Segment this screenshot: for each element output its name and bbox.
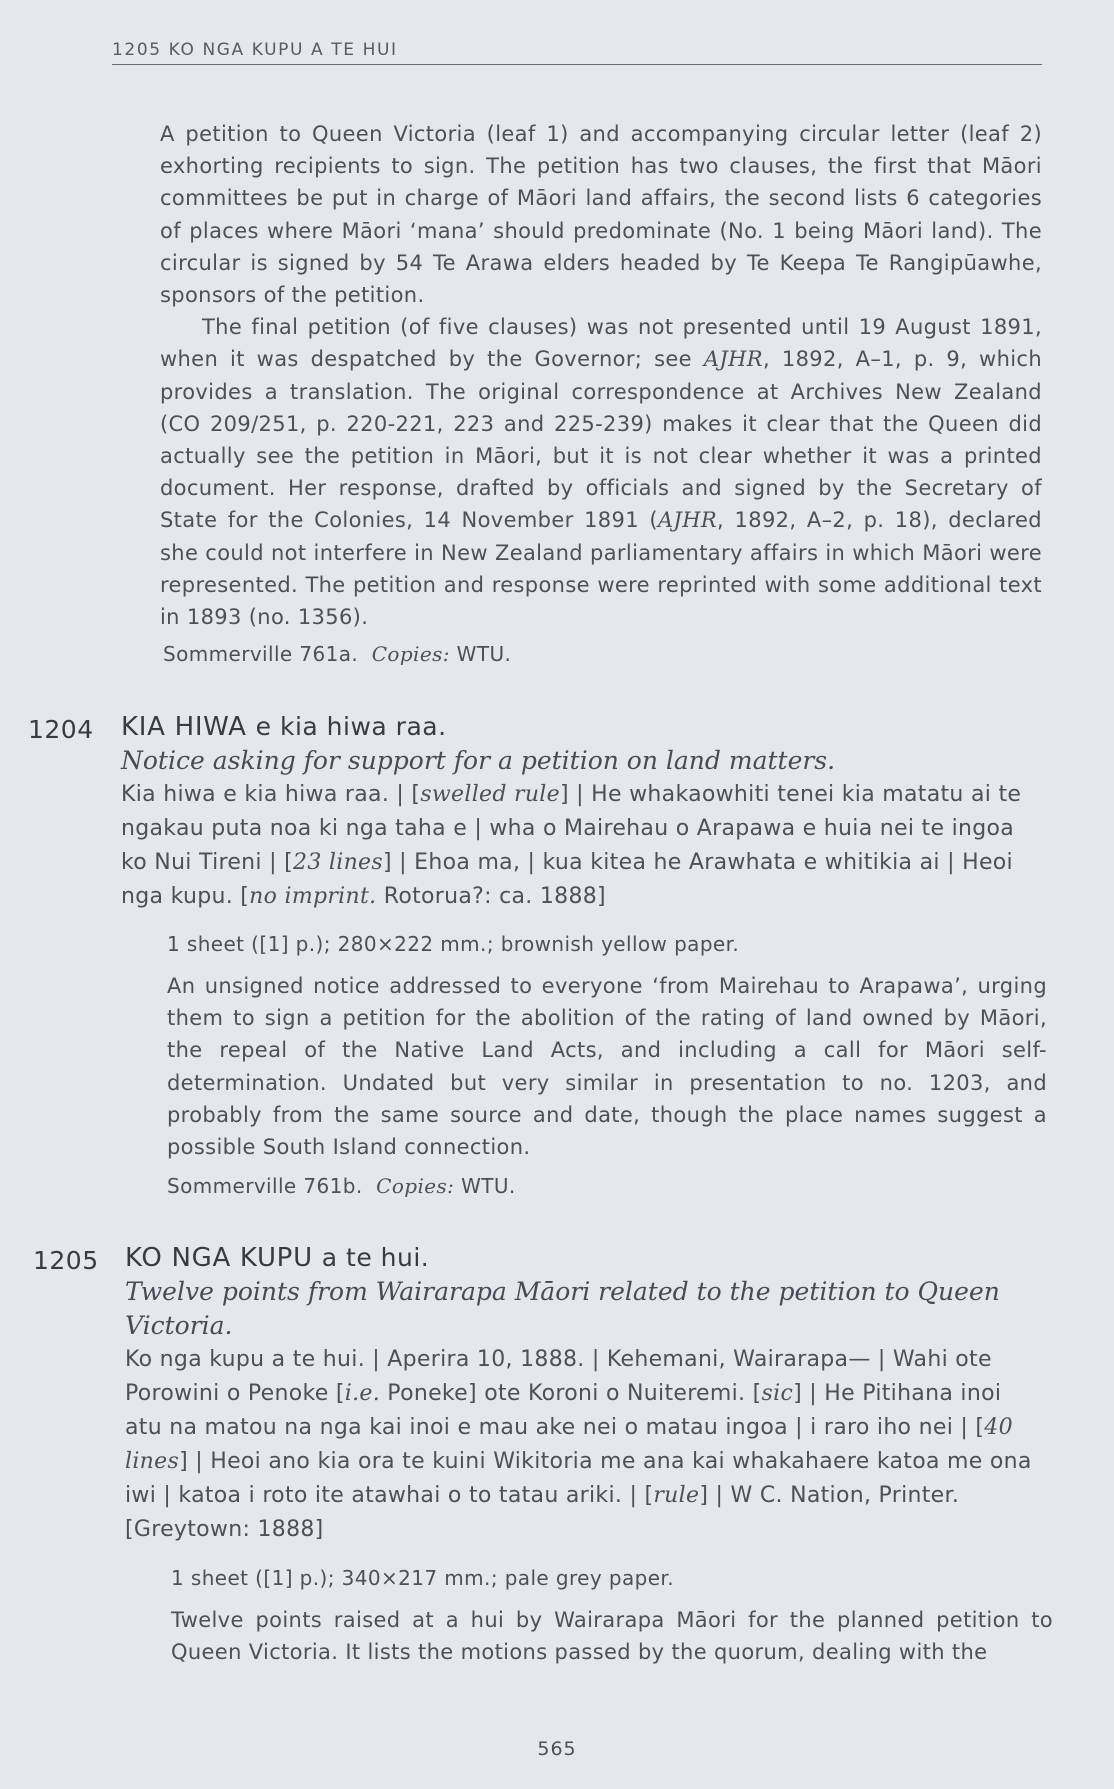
page-number: 565 — [537, 1738, 577, 1760]
entry-1205 — [125, 1243, 1045, 1547]
entry-note: Twelve points raised at a hui by Wairarapa Māori for the planned petition to Queen Victoria. It lists the motions passed by the quorum, dealing with the — [171, 1608, 1053, 1665]
entry-note: An unsigned notice addressed to everyone ‘from Mairehau to Arapawa’, urging them to sign a petition for the abolition of the rating of land owned by Māori, the repeal of the Native Land Acts, and including a call for Māori self-determination. Undated but very similar in presentation to no. 1203, and probably from the same source and date, though the place names suggest a possible South Island connection. — [167, 974, 1047, 1160]
physical-description: 1 sheet ([1] p.); 280×222 mm.; brownish yellow paper. — [167, 932, 740, 956]
paragraph: A petition to Queen Victoria (leaf 1) and accompanying circular letter (leaf 2) exhorting recipients to sign. The petition has two clauses, the first that Māori committees be put in charge of Māori land affairs, the second lists 6 categories of places where Māori ‘mana’ should predominate (No. 1 being Māori land). The circular is signed by 54 Te Arawa elders headed by Te Keepa Te Rangipūawhe, sponsors of the petition. — [160, 122, 1042, 308]
entry-title: KO NGA KUPU a te hui. — [125, 1243, 430, 1273]
entry-title: KIA HIWA e kia hiwa raa. — [121, 712, 447, 742]
reference-line: Sommerville 761a. Copies: WTU. — [163, 642, 512, 666]
continued-entry — [160, 118, 1042, 633]
entry-number: 1205 — [33, 1246, 99, 1275]
entry-subtitle: Notice asking for support for a petition on land matters. — [121, 746, 836, 775]
running-head: 1205 KO NGA KUPU A TE HUI — [112, 40, 1042, 65]
entry-1204 — [121, 712, 1046, 914]
physical-description: 1 sheet ([1] p.); 340×217 mm.; pale grey paper. — [171, 1566, 674, 1590]
title-transcription: Ko nga kupu a te hui. | Aperira 10, 1888. | Kehemani, Wairarapa— | Wahi ote Porowini o Penoke [i.e. Poneke] ote Koroni o Nuiteremi. [sic] | He Pitihana inoi atu na matou na nga kai inoi e mau ake nei o matau ingoa | i raro iho nei | [40 lines] | Heoi ano kia ora te kuini Wikitoria me ana kai whakahaere katoa me ona iwi | katoa i roto ite atawhai o to tatau ariki. | [rule] | W C. Nation, Printer. [Greytown: 1888] — [125, 1347, 1032, 1542]
entry-number: 1204 — [28, 715, 94, 744]
reference-line: Sommerville 761b. Copies: WTU. — [167, 1174, 516, 1198]
title-transcription: Kia hiwa e kia hiwa raa. | [swelled rule] | He whakaowhiti tenei kia matatu ai te ngakau puta noa ki nga taha e | wha o Mairehau o Arapawa e huia nei te ingoa ko Nui Tireni | [23 lines] | Ehoa ma, | kua kitea he Arawhata e whitikia ai | Heoi nga kupu. [no imprint. Rotorua?: ca. 1888] — [121, 782, 1022, 909]
entry-subtitle: Twelve points from Wairarapa Māori related to the petition to Queen Victoria. — [125, 1277, 1000, 1340]
paragraph: The final petition (of five clauses) was not presented until 19 August 1891, when it was despatched by the Governor; see AJHR, 1892, A–1, p. 9, which provides a translation. The original correspondence at Archives New Zealand (CO 209/251, p. 220-221, 223 and 225-239) makes it clear that the Queen did actually see the petition in Māori, but it is not clear whether it was a printed document. Her response, drafted by officials and signed by the Secretary of State for the Colonies, 14 November 1891 (AJHR, 1892, A–2, p. 18), declared she could not interfere in New Zealand parliamentary affairs in which Māori were represented. The petition and response were reprinted with some additional text in 1893 (no. 1356). — [160, 315, 1042, 630]
